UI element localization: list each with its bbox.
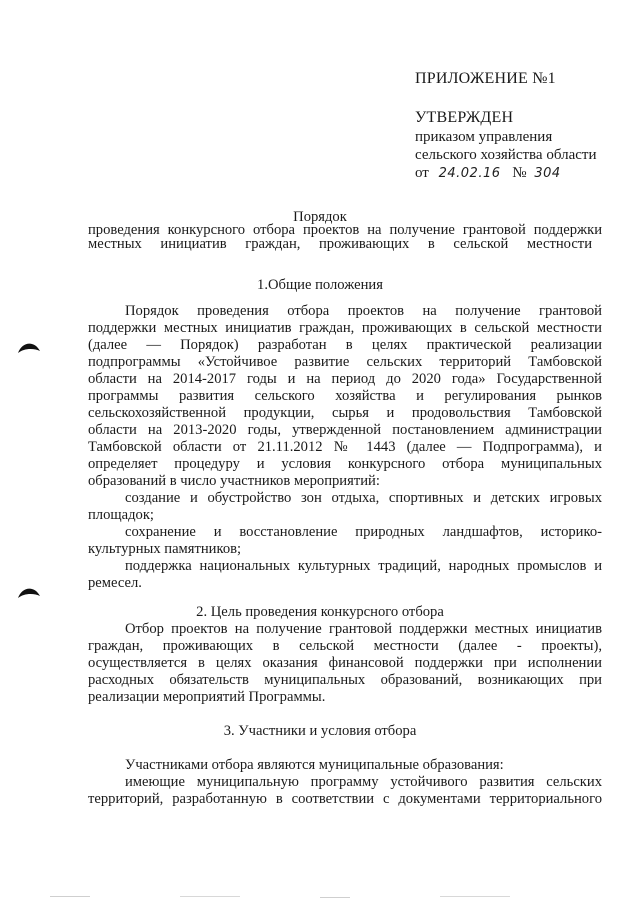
punch-hole-mark bbox=[16, 338, 42, 356]
paragraph-line: осуществляется в целях оказания финансовой поддержки при исполнении bbox=[88, 655, 602, 671]
paragraph-line: Отбор проектов на получение грантовой поддержки местных инициатив bbox=[125, 621, 602, 637]
paragraph-line: Участниками отбора являются муниципальные образования: bbox=[125, 757, 504, 773]
paragraph-line: определяет процедуру и условия конкурсного отбора муниципальных bbox=[88, 456, 602, 472]
paragraph-line: области на 2013-2020 годы, утвержденной постановлением администрации bbox=[88, 422, 602, 438]
list-item-line: площадок; bbox=[88, 507, 154, 523]
paragraph-line: реализации мероприятий Программы. bbox=[88, 689, 326, 705]
scan-edge-noise bbox=[20, 895, 620, 899]
handwritten-number: 304 bbox=[534, 166, 561, 181]
approval-line-1: приказом управления bbox=[415, 129, 553, 145]
list-item-line: создание и обустройство зон отдыха, спортивных и детских игровых bbox=[125, 490, 602, 506]
paragraph-line: (далее — Порядок) разработан в целях практической реализации bbox=[88, 337, 602, 353]
section-2-heading: 2. Цель проведения конкурсного отбора bbox=[196, 604, 444, 620]
paragraph-line: подпрограммы «Устойчивое развитие сельских территорий Тамбовской bbox=[88, 354, 602, 370]
paragraph-line: Порядок проведения отбора проектов на получение грантовой bbox=[125, 303, 602, 319]
number-sign: № bbox=[512, 165, 527, 181]
appendix-label: ПРИЛОЖЕНИЕ №1 bbox=[415, 70, 556, 87]
paragraph-line: имеющие муниципальную программу устойчивого развития сельских bbox=[125, 774, 602, 790]
title-line-1: проведения конкурсного отбора проектов на получение грантовой поддержки bbox=[88, 222, 602, 238]
punch-hole-mark bbox=[16, 583, 42, 601]
title-word: Порядок bbox=[293, 209, 347, 225]
paragraph-line: области на 2014-2017 годы и на период до 2020 года» Государственной bbox=[88, 371, 602, 387]
section-3-heading: 3. Участники и условия отбора bbox=[223, 723, 417, 739]
paragraph-line: граждан, проживающих в сельской местности (далее - проекты), bbox=[88, 638, 602, 654]
list-item-line: сохранение и восстановление природных ландшафтов, историко- bbox=[125, 524, 602, 540]
list-item-line: ремесел. bbox=[88, 575, 142, 591]
list-item-line: культурных памятников; bbox=[88, 541, 242, 557]
handwritten-date: 24.02.16 bbox=[438, 166, 501, 181]
from-prefix: от bbox=[415, 165, 429, 181]
section-1-heading: 1.Общие положения bbox=[257, 277, 383, 293]
title-line-2: местных инициатив граждан, проживающих в сельской местности bbox=[88, 236, 592, 252]
paragraph-line: сельскохозяйственной продукции, сырья и продовольствия Тамбовской bbox=[88, 405, 602, 421]
list-item-line: поддержка национальных культурных традиций, народных промыслов и bbox=[125, 558, 602, 574]
approval-date-line bbox=[415, 165, 561, 182]
paragraph-line: программы развития сельского хозяйства и регулирования рынков bbox=[88, 388, 602, 404]
paragraph-line: образований в число участников мероприятий: bbox=[88, 473, 380, 489]
paragraph-line: Тамбовской области от 21.11.2012 № 1443 (далее — Подпрограмма), и bbox=[88, 439, 602, 455]
paragraph-line: расходных обязательств муниципальных образований, возникающих при bbox=[88, 672, 602, 688]
approved-label: УТВЕРЖДЕН bbox=[415, 109, 514, 126]
approval-line-2: сельского хозяйства области bbox=[415, 147, 597, 163]
paragraph-line: поддержки местных инициатив граждан, проживающих в сельской местности bbox=[88, 320, 602, 336]
paragraph-line: территорий, разработанную в соответствии с документами территориального bbox=[88, 791, 602, 807]
